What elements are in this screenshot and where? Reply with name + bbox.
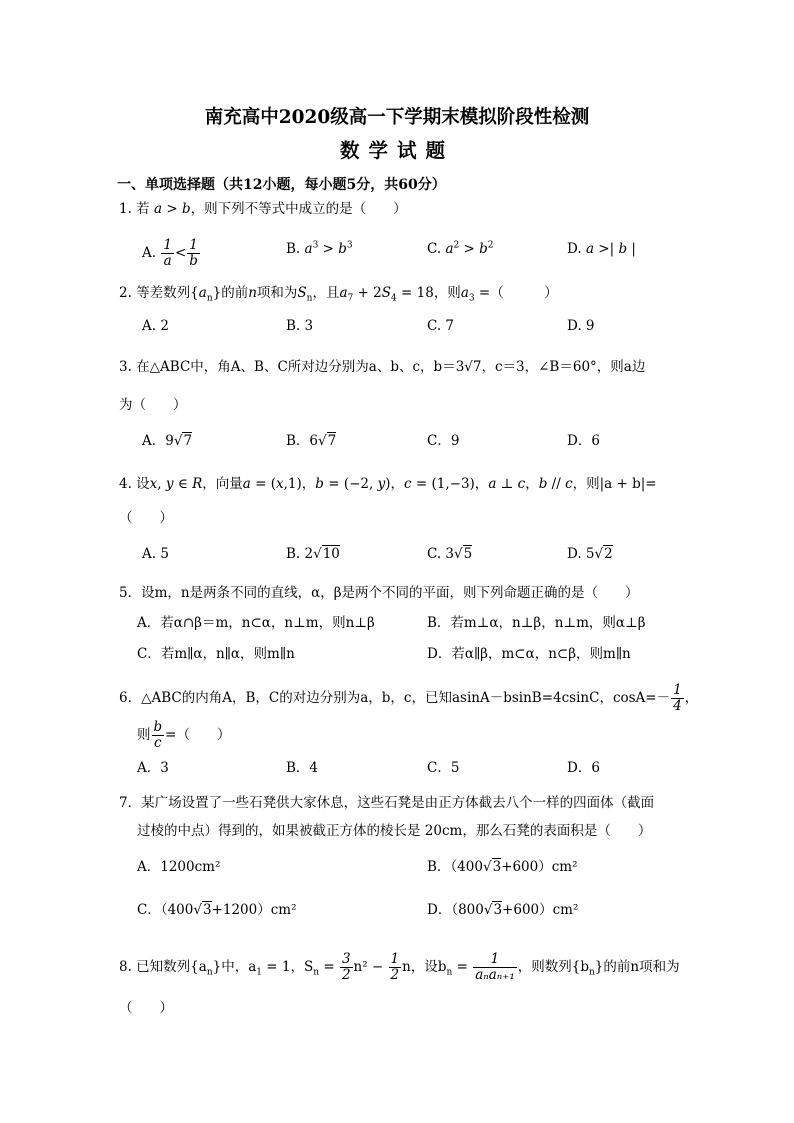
q6-option-c[interactable]: C．5 — [427, 760, 460, 776]
question-5: 5．设m，n是两条不同的直线，α，β是两个不同的平面，则下列命题正确的是（ ） — [119, 585, 639, 601]
question-7-line-1: 7．某广场设置了一些石凳供大家休息，这些石凳是由正方体截去八个一样的四面体（截面 — [119, 795, 655, 811]
q6-option-a[interactable]: A．3 — [137, 760, 169, 776]
q4-option-b[interactable]: B. 2√10 — [286, 546, 340, 562]
q3-option-a[interactable]: A．9√7 — [142, 433, 193, 449]
q5-option-c[interactable]: C．若m∥α，n∥α，则m∥n — [137, 646, 295, 662]
question-7-line-2: 过棱的中点）得到的，如果被截正方体的棱长是 20cm，那么石凳的表面积是（ ） — [137, 823, 652, 839]
q1-option-d[interactable]: D. a >| b | — [567, 241, 636, 257]
question-8-line-2: （ ） — [119, 1000, 173, 1016]
question-4: 4. 设x, y ∈ R，向量a = (x,1)，b = (−2, y)，c = (1,−3)，a ⊥ c，b // c，则|a + b|= — [119, 476, 657, 492]
question-6-line-2: 则 $\frac{b}{c}$ =（ ） — [137, 719, 231, 751]
q5-option-a[interactable]: A．若α∩β＝m，n⊂α，n⊥m，则n⊥β — [137, 615, 375, 631]
q3-option-d[interactable]: D．6 — [567, 433, 600, 449]
q6-option-b[interactable]: B．4 — [286, 760, 319, 776]
question-4-line-2: （ ） — [119, 510, 173, 526]
question-8: 8. 已知数列$\{a_n\}$中，$a_1 = 1$，$S_n$ = $\frac{3}{2}$ n² − $\frac{1}{2}$ n，设$b_n$ = $\frac{1}{\text{aₙaₙ₊₁}}$ ，则数列$\{b_n\}$的前n项和为 — [119, 951, 680, 983]
q4-option-d[interactable]: D. 5√2 — [567, 546, 613, 562]
question-3-line-1: 3. 在△ABC中，角A、B、C所对边分别为a、b、c，b＝3√7，c＝3，∠B＝60°，则a边 — [119, 359, 646, 375]
question-6: 6．△ABC的内角A，B，C的对边分别为a，b，c，已知asinA－bsinB=4csinC，cosA=－ $\frac{1}{4}$ ， — [119, 682, 699, 714]
q5-option-d[interactable]: D．若α∥β，m⊂α，n⊂β，则m∥n — [427, 646, 631, 662]
q4-option-a[interactable]: A. 5 — [142, 546, 169, 562]
q2-option-b[interactable]: B. 3 — [286, 318, 314, 334]
exam-subtitle: 数学试题 — [339, 139, 454, 162]
q2-option-c[interactable]: C. 7 — [427, 318, 455, 334]
q4-option-c[interactable]: C. 3√5 — [427, 546, 473, 562]
q2-option-a[interactable]: A. 2 — [142, 318, 169, 334]
q1-option-b[interactable]: B. $a^3 > b^3$ — [286, 240, 353, 257]
q5-option-b[interactable]: B．若m⊥α，n⊥β，n⊥m，则α⊥β — [427, 615, 646, 631]
q1-option-c[interactable]: C. $a^2 > b^2$ — [427, 240, 494, 257]
question-3-line-2: 为（ ） — [119, 397, 187, 413]
question-2: 2. 等差数列$\{a_n\}$的前n项和为$S_n$，且$a_7 + 2S_4 = 18$，则$a_3$ =（ ） — [119, 285, 558, 304]
q3-option-b[interactable]: B．6√7 — [286, 433, 337, 449]
q7-option-b[interactable]: B．（400√3+600）cm² — [427, 859, 578, 875]
q7-option-c[interactable]: C．（400√3+1200）cm² — [137, 902, 297, 918]
question-1: 1. 若 a > b，则下列不等式中成立的是（ ） — [119, 201, 407, 217]
q7-option-a[interactable]: A．1200cm² — [137, 859, 221, 875]
q7-option-d[interactable]: D．（800√3+600）cm² — [427, 902, 579, 918]
q1-option-a[interactable]: A. $\frac{1}{a}$ < $\frac{1}{b}$ — [142, 237, 198, 269]
q2-option-d[interactable]: D. 9 — [567, 318, 595, 334]
q3-option-c[interactable]: C．9 — [427, 433, 460, 449]
section-heading: 一、单项选择题（共12小题，每小题5分，共60分） — [117, 177, 446, 193]
exam-title: 南充高中2020级高一下学期末模拟阶段性检测 — [204, 107, 590, 128]
q6-option-d[interactable]: D．6 — [567, 760, 600, 776]
